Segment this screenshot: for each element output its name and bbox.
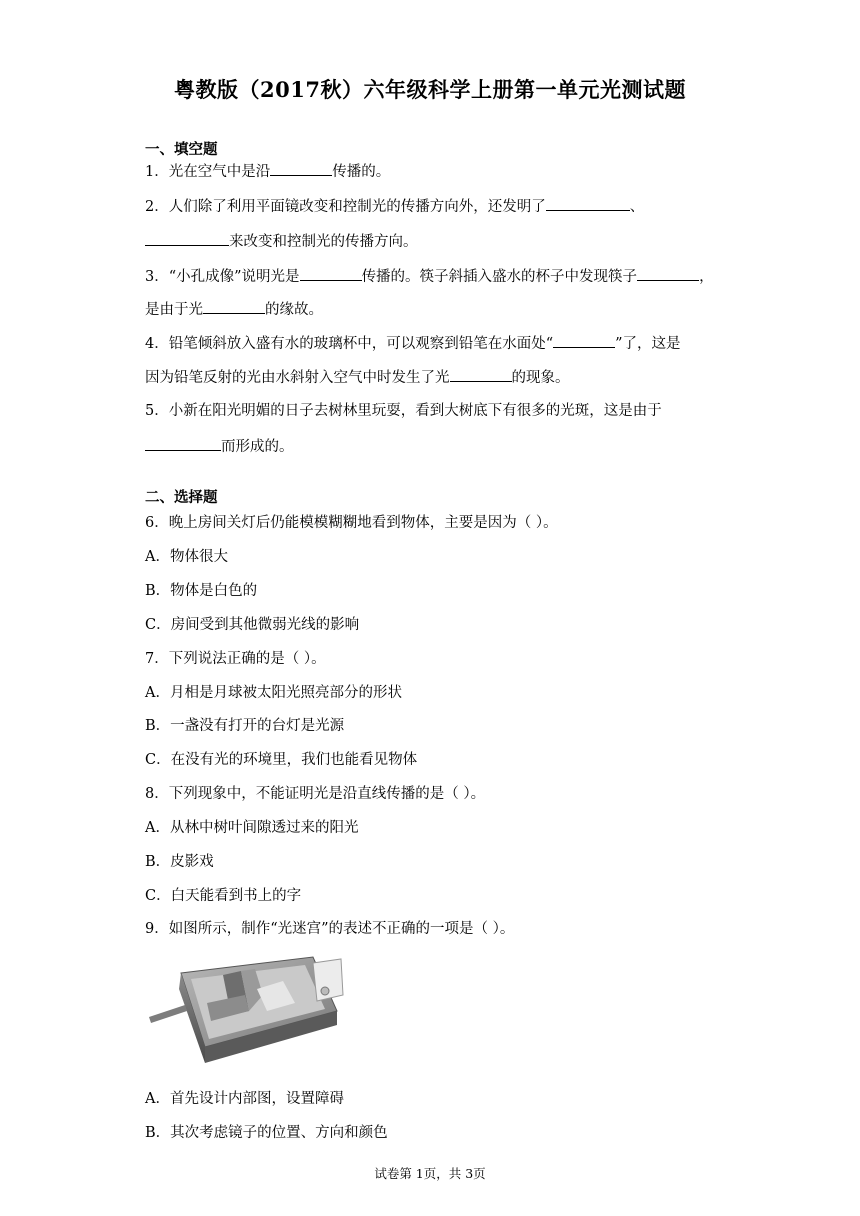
question-7-stem: 7．下列说法正确的是（ ）。 (145, 651, 326, 667)
section-heading-fill-in: 一、填空题 (145, 141, 218, 158)
page-title: 粤教版（2017秋）六年级科学上册第一单元光测试题 (174, 77, 686, 102)
answer-blank[interactable] (450, 367, 512, 382)
question-3-cont: 是由于光 的缘故。 (145, 299, 323, 320)
section-heading-choice: 二、选择题 (145, 489, 218, 506)
question-8-stem: 8．下列现象中，不能证明光是沿直线传播的是（ ）。 (145, 786, 486, 802)
question-4-cont: 因为铅笔反射的光由水斜射入空气中时发生了光 的现象。 (145, 367, 570, 388)
question-7-option-c[interactable]: C．在没有光的环境里，我们也能看见物体 (145, 752, 418, 768)
answer-blank[interactable] (300, 266, 362, 281)
page-footer: 试卷第 1页，共 3页 (374, 1166, 486, 1181)
answer-blank[interactable] (553, 333, 615, 348)
answer-blank[interactable] (270, 161, 332, 176)
question-8-option-c[interactable]: C．白天能看到书上的字 (145, 888, 302, 904)
answer-blank[interactable] (203, 299, 265, 314)
question-3: 3．“小孔成像”说明光是 传播的。筷子斜插入盛水的杯子中发现筷子 ， (145, 266, 714, 287)
question-9-option-a[interactable]: A．首先设计内部图，设置障碍 (145, 1091, 344, 1107)
question-2: 2．人们除了利用平面镜改变和控制光的传播方向外，还发明了 、 (145, 196, 644, 217)
question-6-option-b[interactable]: B．物体是白色的 (145, 583, 258, 599)
answer-blank[interactable] (145, 231, 229, 246)
light-maze-figure (145, 951, 363, 1069)
question-4: 4．铅笔倾斜放入盛有水的玻璃杯中，可以观察到铅笔在水面处“ ”了，这是 (145, 333, 681, 354)
question-2-cont: 来改变和控制光的传播方向。 (145, 231, 418, 252)
question-9-option-b[interactable]: B．其次考虑镜子的位置、方向和颜色 (145, 1125, 388, 1141)
question-5: 5．小新在阳光明媚的日子去树林里玩耍，看到大树底下有很多的光斑，这是由于 (145, 403, 662, 419)
question-5-cont: 而形成的。 (145, 436, 294, 457)
question-7-option-b[interactable]: B．一盏没有打开的台灯是光源 (145, 718, 345, 734)
question-8-option-b[interactable]: B．皮影戏 (145, 854, 214, 870)
question-6-option-a[interactable]: A．物体很大 (145, 549, 228, 565)
question-8-option-a[interactable]: A．从林中树叶间隙透过来的阳光 (145, 820, 359, 836)
answer-blank[interactable] (637, 266, 699, 281)
question-6-stem: 6．晚上房间关灯后仍能模模糊糊地看到物体，主要是因为（ ）。 (145, 515, 558, 531)
question-9-stem: 9．如图所示，制作“光迷宫”的表述不正确的一项是（ ）。 (145, 921, 515, 937)
answer-blank[interactable] (145, 436, 221, 451)
question-6-option-c[interactable]: C．房间受到其他微弱光线的影响 (145, 617, 360, 633)
question-1: 1．光在空气中是沿 传播的。 (145, 161, 390, 182)
question-7-option-a[interactable]: A．月相是月球被太阳光照亮部分的形状 (145, 685, 402, 701)
answer-blank[interactable] (546, 196, 630, 211)
